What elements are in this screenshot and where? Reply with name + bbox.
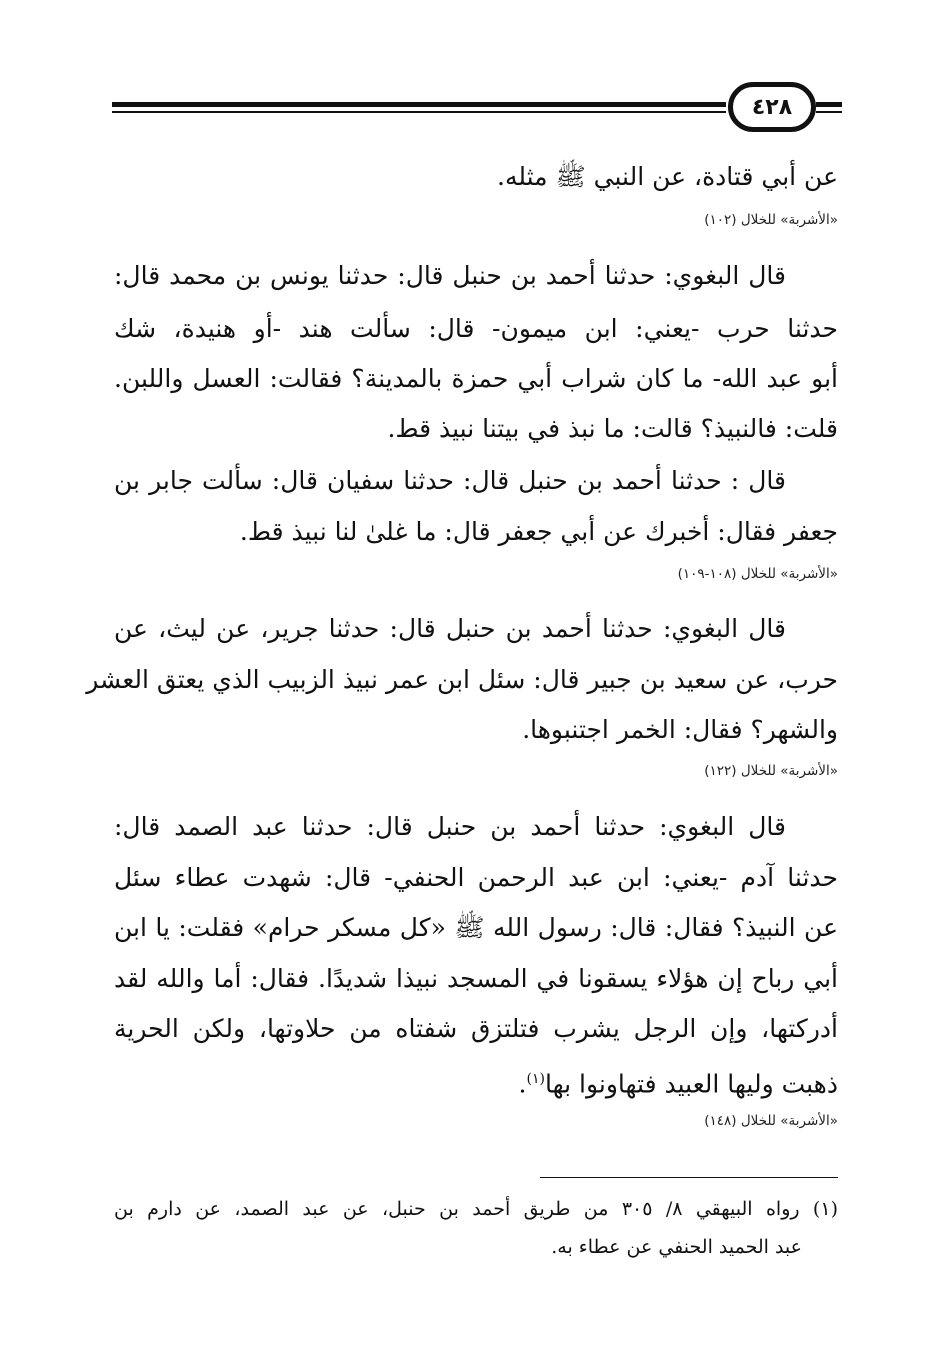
footnote xyxy=(86,0,838,1347)
text-line: حدثنا حرب -يعني: ابن ميمون- قال: سألت هند -أو هنيدة، شك xyxy=(114,314,838,343)
text-line: عن النبيذ؟ فقال: قال: رسول الله ﷺ «كل مسكر حرام» فقلت: يا ابن xyxy=(114,913,838,942)
text-line: أدركتها، وإن الرجل يشرب فتلتزق شفتاه من حلاوتها، ولكن الحرية xyxy=(114,1014,838,1043)
text-line: قال البغوي: حدثنا أحمد بن حنبل قال: حدثنا يونس بن محمد قال: xyxy=(114,261,786,290)
text-line: حدثنا آدم -يعني: ابن عبد الرحمن الحنفي- قال: شهدت عطاء سئل xyxy=(114,863,838,892)
text-line: قلت: فالنبيذ؟ قالت: ما نبذ في بيتنا نبيذ قط. xyxy=(387,414,838,443)
text-line: قال : حدثنا أحمد بن حنبل قال: حدثنا سفيان قال: سألت جابر بن xyxy=(114,466,786,495)
text-line: قال البغوي: حدثنا أحمد بن حنبل قال: حدثنا عبد الصمد قال: xyxy=(114,812,786,841)
text-line: ذهبت وليها العبيد فتهاونوا بها$^{(١)}$. xyxy=(518,1069,838,1099)
text-line-content: ذهبت وليها العبيد فتهاونوا بها xyxy=(544,1069,838,1099)
text-line: جعفر فقال: أخبرك عن أبي جعفر قال: ما غلىٰ لنا نبيذ قط. xyxy=(239,517,838,546)
footnote-reference: (١) xyxy=(526,1071,545,1087)
text-line: أبو عبد الله- ما كان شراب أبي حمزة بالمدينة؟ فقالت: العسل واللبن. xyxy=(114,364,838,393)
text-line: عن أبي قتادة، عن النبي ﷺ مثله. xyxy=(497,162,838,191)
source-citation: «الأشربة» للخلال (١٤٨) xyxy=(704,1113,838,1129)
source-citation: «الأشربة» للخلال (١٢٢) xyxy=(704,763,838,779)
text-line: أبي رباح إن هؤلاء يسقونا في المسجد نبيذا شديدًا. فقال: أما والله لقد xyxy=(114,964,838,993)
footnote-line: (١) رواه البيهقي ٨/ ٣٠٥ من طريق أحمد بن حنبل، عن عبد الصمد، عن دارم بن xyxy=(114,1198,838,1220)
source-citation: «الأشربة» للخلال (١٠٨-١٠٩) xyxy=(677,566,838,582)
text-line: قال البغوي: حدثنا أحمد بن حنبل قال: حدثنا جرير، عن ليث، عن xyxy=(114,614,786,643)
text-line: والشهر؟ فقال: الخمر اجتنبوها. xyxy=(522,715,838,744)
source-citation: «الأشربة» للخلال (١٠٢) xyxy=(704,212,838,228)
page-number: ٤٢٨ xyxy=(751,94,793,120)
footnote-line: عبد الحميد الحنفي عن عطاء به. xyxy=(551,1236,802,1258)
text-line: حرب، عن سعيد بن جبير قال: سئل ابن عمر نبيذ الزبيب الذي يعتق العشر xyxy=(86,665,838,694)
